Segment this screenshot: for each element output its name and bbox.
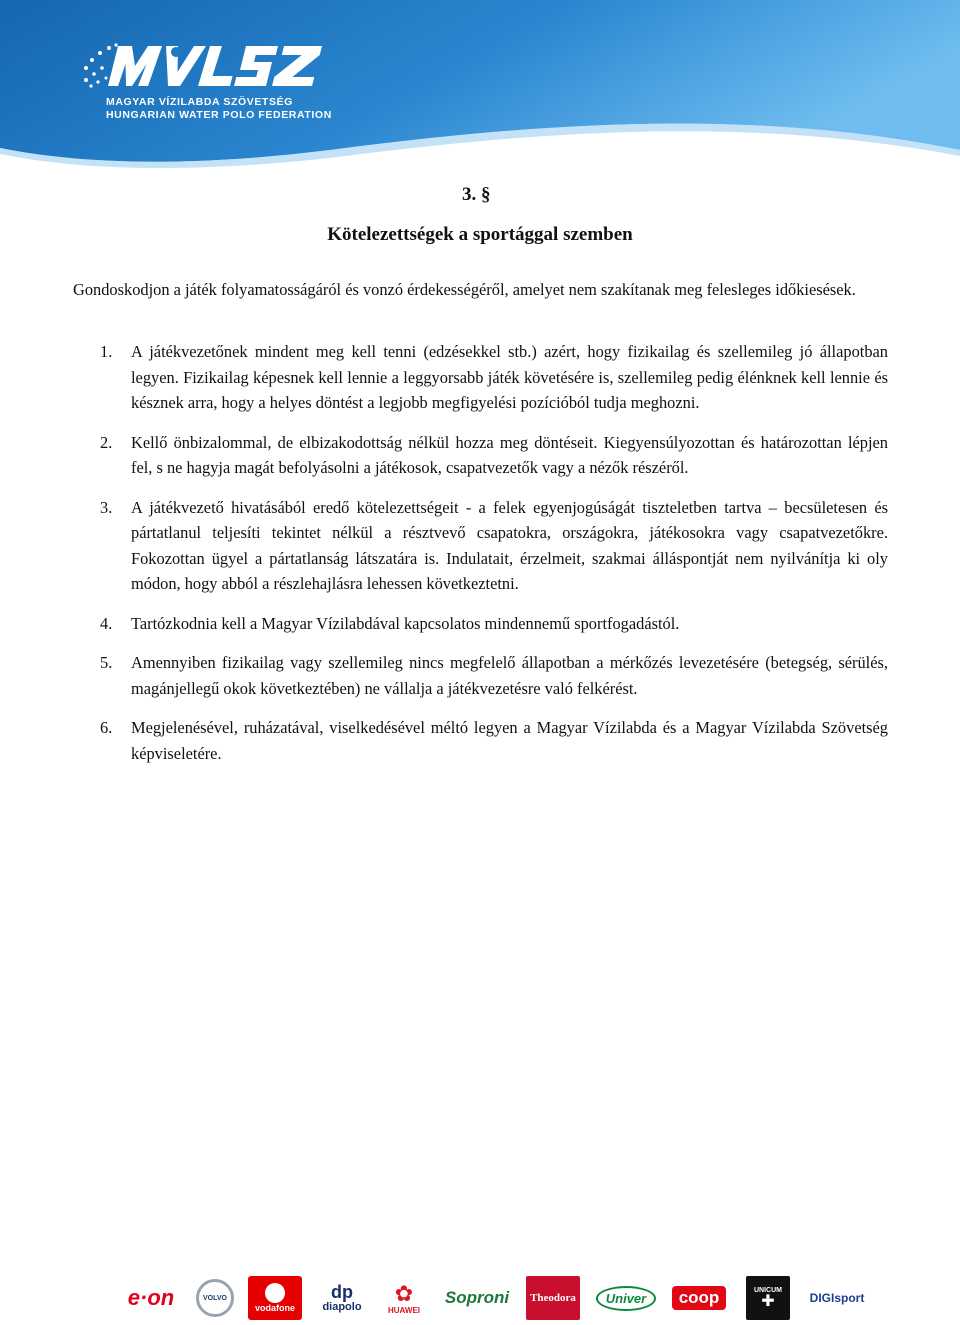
sponsor-name: Univer <box>596 1286 656 1311</box>
sponsor-logo-diapolo[interactable] <box>312 1276 372 1320</box>
sponsor-name: VOLVO <box>196 1279 234 1317</box>
sponsor-name: Theodora <box>530 1292 576 1304</box>
list-item-text: Tartózkodnia kell a Magyar Vízilabdával kapcsolatos mindennemű sportfogadástól. <box>131 613 680 633</box>
list-item <box>100 650 888 701</box>
sponsor-logo-soproni[interactable] <box>440 1276 514 1320</box>
sponsor-logo-unicum[interactable] <box>746 1276 790 1320</box>
sponsor-name: diapolo <box>322 1301 362 1313</box>
list-item-text: Kellő önbizalommal, de elbizakodottság nélkül hozza meg döntéseit. Kiegyensúlyozottan és határozottan lépjen fel, s ne hagyja magát befolyásolni a játékosok, csapatvezetők vagy a nézők részéről. <box>131 432 888 477</box>
sponsor-logo-theodora[interactable] <box>526 1276 580 1320</box>
intro-paragraph: Gondoskodjon a játék folyamatosságáról és vonzó érdekességéről, amelyet nem szakítanak meg felesleges időkiesések. <box>73 280 856 299</box>
vodafone-speechmark-icon <box>265 1283 285 1303</box>
federation-name-en: HUNGARIAN WATER POLO FEDERATION <box>106 109 332 121</box>
unicum-cross-icon: ✚ <box>761 1292 775 1310</box>
list-item-number: 4. <box>100 613 113 633</box>
diapolo-mark-icon: dp <box>331 1282 353 1302</box>
sponsor-logo-digisport[interactable] <box>804 1276 870 1320</box>
sponsor-logo-vodafone[interactable] <box>248 1276 302 1320</box>
obligations-list <box>100 339 888 780</box>
list-item-number: 6. <box>100 718 113 737</box>
list-item-text: Megjelenésével, ruházatával, viselkedésével méltó legyen a Magyar Vízilabda és a Magyar Vízilabda Szövetség képviseletére. <box>131 718 888 763</box>
huawei-petal-icon: ✿ <box>394 1280 414 1306</box>
sponsor-name: vodafone <box>254 1303 295 1313</box>
sponsor-logo-eon[interactable] <box>118 1276 184 1320</box>
federation-name-hu: MAGYAR VÍZILABDA SZÖVETSÉG <box>106 96 293 108</box>
list-item <box>100 430 888 481</box>
sponsor-name: e·on <box>127 1285 175 1310</box>
list-item-text: A játékvezetőnek mindent meg kell tenni (edzésekkel stb.) azért, hogy fizikailag és szellemileg jó állapotban legyen. Fizikailag képesnek kell lennie a leggyorsabb játék követésére is, szellemileg pedig élénknek kell lennie és késznek arra, hogy a helyes döntést a legjobb megfigyelési pozícióból tudja meghozni. <box>131 342 888 412</box>
list-item-text: Amennyiben fizikailag vagy szellemileg nincs megfelelő állapotban a mérkőzés levezetésére (betegség, sérülés, magánjellegű okok következtében) ne vállalja a játékvezetésre való felkérést. <box>131 653 888 698</box>
sponsor-strip <box>118 1276 878 1324</box>
document-title: Kötelezettségek a sportággal szemben <box>327 224 633 245</box>
list-item <box>100 495 888 597</box>
list-item-number: 5. <box>100 653 113 672</box>
list-item <box>100 339 888 416</box>
section-number: 3. § <box>462 184 491 205</box>
sponsor-name: UNICUM <box>754 1286 782 1294</box>
sponsor-logo-coop[interactable] <box>670 1276 728 1320</box>
mvlsz-logo-mark <box>80 38 330 94</box>
list-item-number: 1. <box>100 342 113 361</box>
sponsor-logo-huawei[interactable] <box>380 1276 428 1320</box>
federation-logo[interactable] <box>80 38 340 128</box>
list-item-number: 2. <box>100 432 113 452</box>
sponsor-name: HUAWEI <box>388 1305 420 1315</box>
list-item <box>100 715 888 766</box>
list-item-text: A játékvezető hivatásából eredő kötelezettségeit - a felek egyenjogúságát tiszteletben tartva – becsületesen és pártatlanul teljesíti tekintet nélkül a résztvevő csapatokra, országokra, játékosokra vagy csapatvezetőkre. Fokozottan ügyel a pártatlanság látszatára is. Indulatait, érzelmeit, szakmai álláspontját nem nyilvánítja ki oly módon, hogy abból a részlehajlásra lehessen következtetni. <box>131 497 888 593</box>
sponsor-logo-univer[interactable] <box>596 1276 656 1320</box>
sponsor-name: Soproni <box>444 1288 510 1307</box>
sponsor-name: DIGIsport <box>809 1291 865 1305</box>
header-banner <box>0 0 960 170</box>
list-item-number: 3. <box>100 497 113 517</box>
list-item <box>100 611 888 637</box>
sponsor-logo-volvo[interactable] <box>194 1276 236 1320</box>
sponsor-name: coop <box>672 1286 727 1310</box>
